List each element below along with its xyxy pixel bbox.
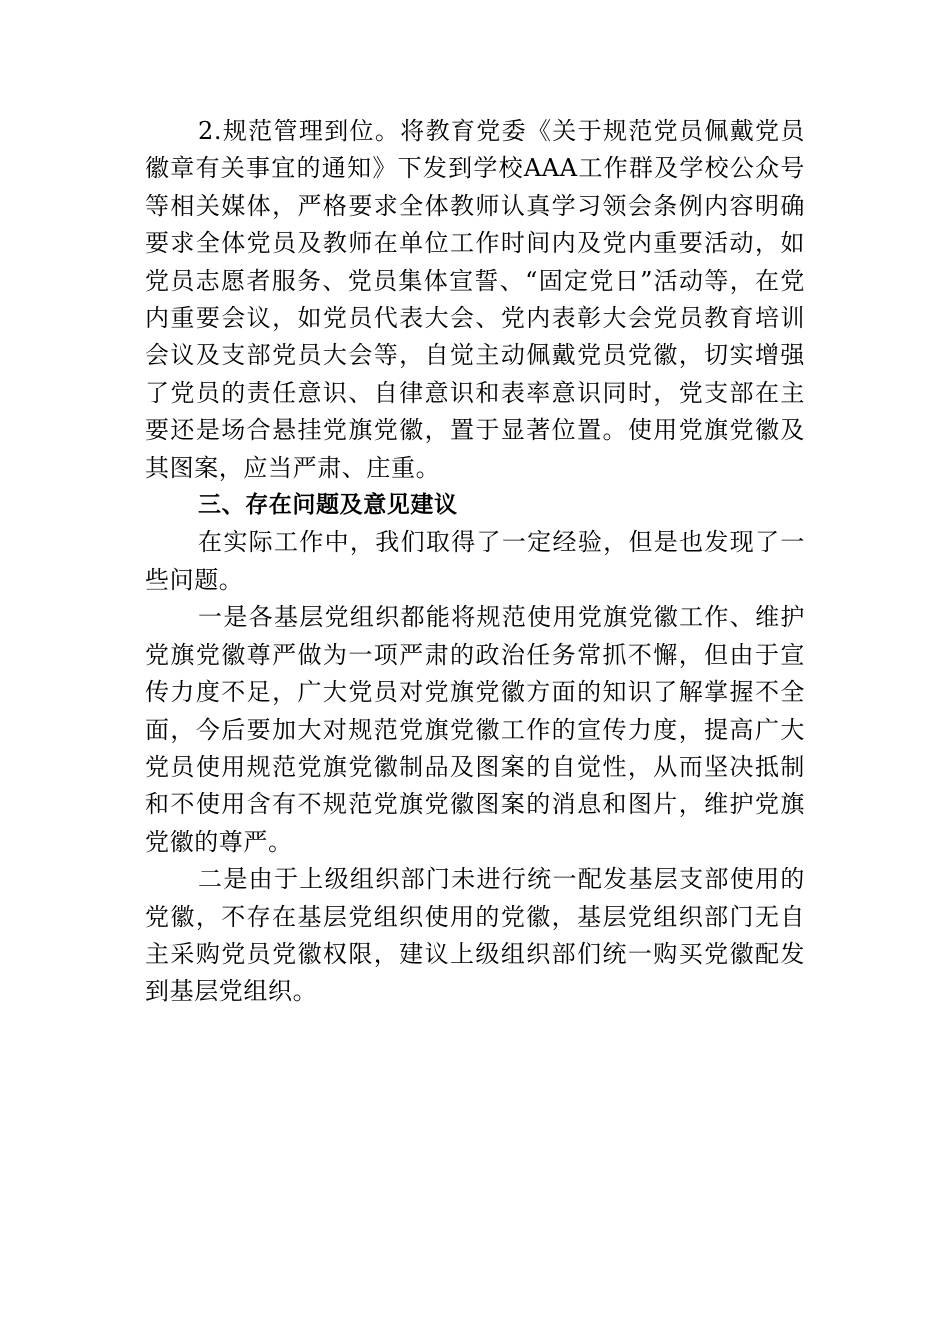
paragraph-standardized-management: 2.规范管理到位。将教育党委《关于规范党员佩戴党员徽章有关事宜的通知》下发到学校AAA工作群及学校公众号等相关媒体，严格要求全体教师认真学习领会条例内容明确要求全体党员及教师在单位工作时间内及党内重要活动，如党员志愿者服务、党员集体宣誓、“固定党日”活动等，在党内重要会议，如党员代表大会、党内表彰大会党员教育培训会议及支部党员大会等，自觉主动佩戴党员党徽，切实增强了党员的责任意识、自律意识和表率意识同时，党支部在主要还是场合悬挂党旗党徽，置于显著位置。使用党旗党徽及其图案，应当严肃、庄重。: [145, 117, 805, 482]
paragraph-problem-one: 一是各基层党组织都能将规范使用党旗党徽工作、维护党旗党徽尊严做为一项严肃的政治任务常抓不懈，但由于宣传力度不足，广大党员对党旗党徽方面的知识了解掌握不全面，今后要加大对规范党旗党徽工作的宣传力度，提高广大党员使用规范党旗党徽制品及图案的自觉性，从而坚决抵制和不使用含有不规范党旗党徽图案的消息和图片，维护党旗党徽的尊严。: [145, 603, 805, 856]
document-page: [145, 113, 805, 1011]
paragraph-problem-two: 二是由于上级组织部门未进行统一配发基层支部使用的党徽，不存在基层党组织使用的党徽，基层党组织部门无自主采购党员党徽权限，建议上级组织部们统一购买党徽配发到基层党组织。: [145, 865, 805, 1006]
section-heading-problems-and-suggestions: 三、存在问题及意见建议: [198, 492, 458, 519]
paragraph-intro-problems: 在实际工作中，我们取得了一定经验，但是也发现了一些问题。: [145, 528, 805, 594]
